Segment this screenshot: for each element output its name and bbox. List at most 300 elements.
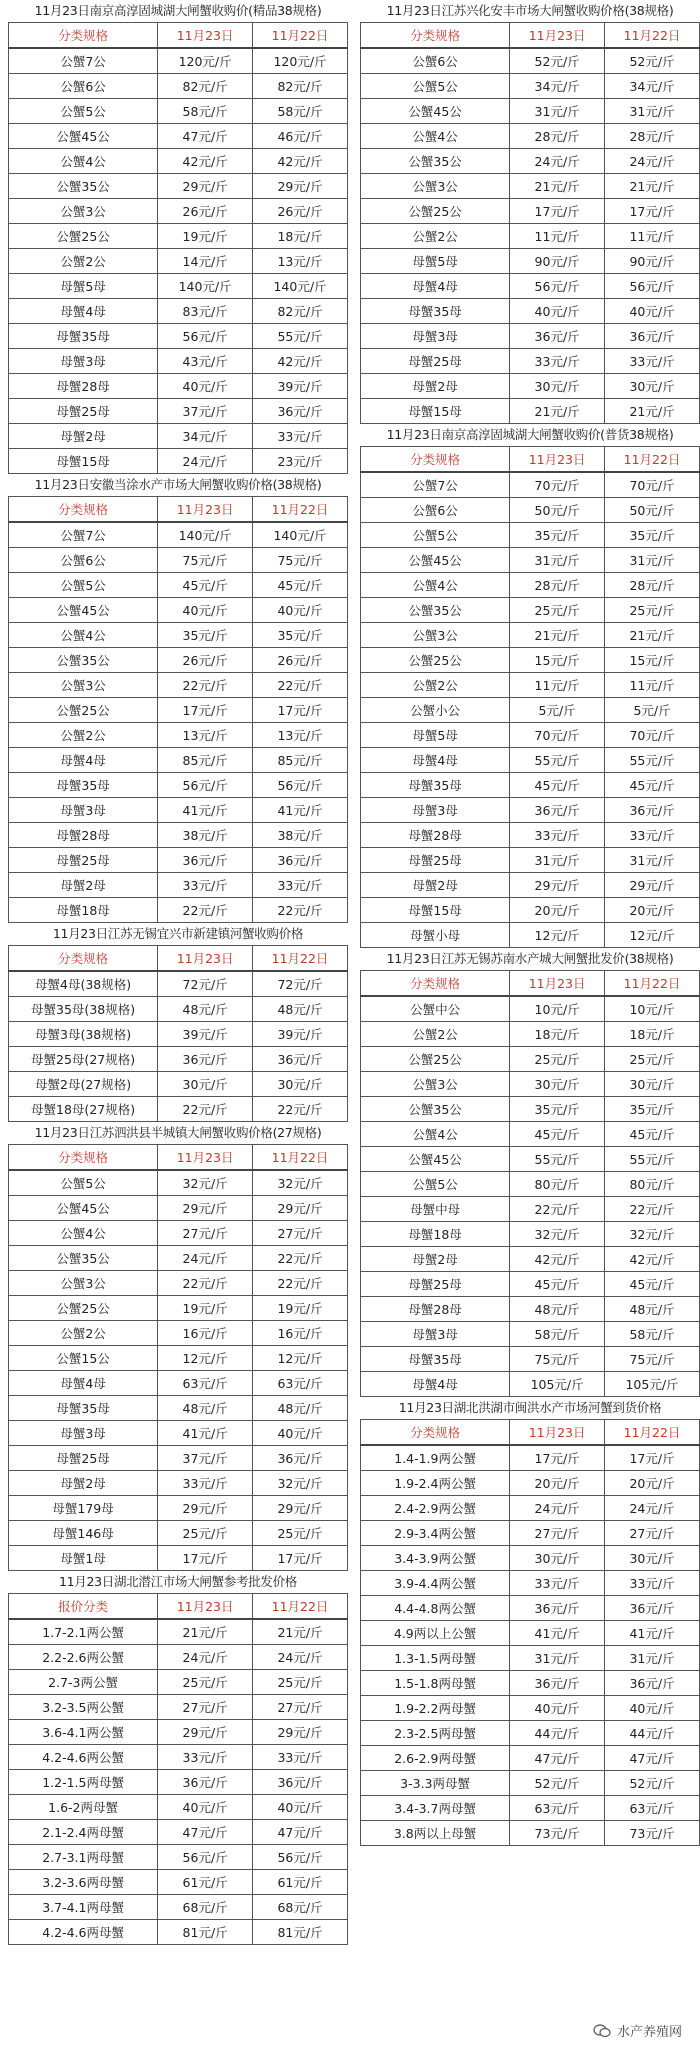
price-cell: 30元/斤: [605, 1546, 700, 1571]
table-row: [361, 698, 700, 723]
price-cell: 56元/斤: [510, 274, 605, 299]
price-table: [360, 446, 700, 948]
table-row: [361, 399, 700, 424]
table-title: 11月23日南京高淳固城湖大闸蟹收购价(普货38规格): [386, 427, 674, 442]
price-cell: 36元/斤: [510, 1596, 605, 1621]
price-cell: 42元/斤: [605, 1247, 700, 1272]
table-row: [9, 424, 348, 449]
table-row: [9, 1920, 348, 1945]
spec-cell: 母蟹5母: [361, 249, 510, 274]
column-header: 11月23日: [510, 971, 605, 997]
price-cell: 25元/斤: [158, 1521, 253, 1546]
column-header: 11月22日: [605, 447, 700, 473]
table-row: [361, 199, 700, 224]
price-cell: 80元/斤: [510, 1172, 605, 1197]
table-row: [361, 99, 700, 124]
table-row: [9, 1321, 348, 1346]
spec-cell: 3.9-4.4两公蟹: [361, 1571, 510, 1596]
price-cell: 14元/斤: [158, 249, 253, 274]
spec-cell: 公蟹3公: [361, 1072, 510, 1097]
wechat-icon: [593, 2024, 611, 2038]
table-row: [361, 823, 700, 848]
spec-cell: 母蟹28母: [361, 1297, 510, 1322]
spec-cell: 3.4-3.7两母蟹: [361, 1796, 510, 1821]
price-cell: 5元/斤: [605, 698, 700, 723]
table-row: [361, 773, 700, 798]
price-table: [8, 22, 348, 474]
price-cell: 140元/斤: [158, 522, 253, 548]
table-row: [9, 1720, 348, 1745]
price-cell: 29元/斤: [253, 1496, 348, 1521]
price-cell: 24元/斤: [510, 149, 605, 174]
spec-cell: 母蟹35母: [9, 773, 158, 798]
table-row: [361, 249, 700, 274]
spec-cell: 公蟹45公: [9, 1196, 158, 1221]
price-cell: 63元/斤: [158, 1371, 253, 1396]
price-cell: 31元/斤: [510, 848, 605, 873]
left-column: [8, 0, 348, 1945]
price-cell: 31元/斤: [510, 1646, 605, 1671]
price-cell: 22元/斤: [253, 898, 348, 923]
price-cell: 40元/斤: [510, 1696, 605, 1721]
price-cell: 33元/斤: [605, 1571, 700, 1596]
spec-cell: 2.9-3.4两公蟹: [361, 1521, 510, 1546]
price-cell: 24元/斤: [605, 149, 700, 174]
price-cell: 45元/斤: [605, 1122, 700, 1147]
column-header: 11月23日: [510, 447, 605, 473]
price-cell: 40元/斤: [253, 598, 348, 623]
spec-cell: 母蟹15母: [9, 449, 158, 474]
price-cell: 19元/斤: [253, 1296, 348, 1321]
spec-cell: 3.7-4.1两母蟹: [9, 1895, 158, 1920]
price-table: [360, 1419, 700, 1846]
price-cell: 33元/斤: [253, 424, 348, 449]
table-row: [361, 48, 700, 74]
price-cell: 11元/斤: [510, 224, 605, 249]
table-row: [361, 1771, 700, 1796]
table-row: [9, 997, 348, 1022]
column-header: 分类规格: [361, 1420, 510, 1446]
price-cell: 36元/斤: [605, 324, 700, 349]
price-cell: 81元/斤: [158, 1920, 253, 1945]
price-cell: 32元/斤: [253, 1471, 348, 1496]
price-cell: 27元/斤: [253, 1221, 348, 1246]
spec-cell: 母蟹4母: [9, 748, 158, 773]
spec-cell: 母蟹28母: [9, 823, 158, 848]
price-cell: 16元/斤: [253, 1321, 348, 1346]
price-cell: 25元/斤: [253, 1670, 348, 1695]
price-cell: 16元/斤: [158, 1321, 253, 1346]
price-cell: 55元/斤: [510, 748, 605, 773]
table-row: [9, 124, 348, 149]
price-cell: 48元/斤: [158, 997, 253, 1022]
price-cell: 32元/斤: [253, 1170, 348, 1196]
spec-cell: 公蟹35公: [9, 648, 158, 673]
price-cell: 18元/斤: [253, 224, 348, 249]
spec-cell: 公蟹4公: [9, 623, 158, 648]
price-cell: 22元/斤: [158, 898, 253, 923]
table-row: [9, 673, 348, 698]
price-cell: 73元/斤: [510, 1821, 605, 1846]
price-cell: 29元/斤: [158, 1496, 253, 1521]
price-cell: 31元/斤: [605, 848, 700, 873]
table-row: [361, 1222, 700, 1247]
spec-cell: 公蟹45公: [361, 548, 510, 573]
table-row: [361, 374, 700, 399]
price-cell: 35元/斤: [253, 623, 348, 648]
price-cell: 20元/斤: [510, 898, 605, 923]
price-cell: 30元/斤: [253, 1072, 348, 1097]
spec-cell: 母蟹4母: [361, 1372, 510, 1397]
spec-cell: 母蟹15母: [361, 898, 510, 923]
table-row: [9, 748, 348, 773]
spec-cell: 母蟹2母: [9, 424, 158, 449]
price-cell: 50元/斤: [510, 498, 605, 523]
price-cell: 40元/斤: [253, 1421, 348, 1446]
spec-cell: 公蟹25公: [361, 648, 510, 673]
table-row: [361, 1571, 700, 1596]
price-cell: 33元/斤: [158, 1745, 253, 1770]
spec-cell: 公蟹45公: [9, 598, 158, 623]
price-cell: 34元/斤: [510, 74, 605, 99]
table-row: [9, 449, 348, 474]
spec-cell: 母蟹35母: [361, 773, 510, 798]
price-cell: 70元/斤: [605, 723, 700, 748]
table-row: [361, 1471, 700, 1496]
price-cell: 22元/斤: [605, 1197, 700, 1222]
spec-cell: 公蟹4公: [361, 1122, 510, 1147]
price-table: [8, 945, 348, 1122]
price-cell: 31元/斤: [605, 1646, 700, 1671]
spec-cell: 母蟹25母: [9, 1446, 158, 1471]
table-row: [9, 1371, 348, 1396]
spec-cell: 母蟹2母(27规格): [9, 1072, 158, 1097]
watermark: [593, 2021, 682, 2040]
price-table-block: [360, 424, 700, 948]
price-cell: 29元/斤: [510, 873, 605, 898]
spec-cell: 公蟹6公: [361, 48, 510, 74]
table-row: [9, 648, 348, 673]
table-row: [9, 1196, 348, 1221]
price-cell: 47元/斤: [510, 1746, 605, 1771]
table-row: [9, 1670, 348, 1695]
table-row: [361, 74, 700, 99]
spec-cell: 3.2-3.5两公蟹: [9, 1695, 158, 1720]
table-row: [9, 1695, 348, 1720]
spec-cell: 公蟹2公: [9, 249, 158, 274]
price-cell: 105元/斤: [605, 1372, 700, 1397]
table-row: [9, 1546, 348, 1571]
price-cell: 63元/斤: [510, 1796, 605, 1821]
spec-cell: 公蟹7公: [361, 472, 510, 498]
table-row: [9, 1170, 348, 1196]
price-table: [360, 970, 700, 1397]
price-cell: 17元/斤: [253, 698, 348, 723]
price-cell: 13元/斤: [158, 723, 253, 748]
column-header: 11月22日: [253, 23, 348, 49]
price-cell: 24元/斤: [605, 1496, 700, 1521]
spec-cell: 公蟹2公: [9, 723, 158, 748]
price-cell: 41元/斤: [158, 798, 253, 823]
table-row: [9, 1246, 348, 1271]
price-cell: 25元/斤: [605, 1047, 700, 1072]
table-row: [361, 1197, 700, 1222]
column-header: 11月23日: [510, 1420, 605, 1446]
price-cell: 26元/斤: [253, 199, 348, 224]
header-row: [361, 23, 700, 49]
price-cell: 29元/斤: [158, 1196, 253, 1221]
price-cell: 22元/斤: [253, 1246, 348, 1271]
spec-cell: 1.6-2两母蟹: [9, 1795, 158, 1820]
price-table: [8, 1593, 348, 1945]
table-row: [9, 898, 348, 923]
table-row: [361, 798, 700, 823]
price-cell: 17元/斤: [158, 1546, 253, 1571]
price-cell: 36元/斤: [253, 848, 348, 873]
price-cell: 45元/斤: [510, 1272, 605, 1297]
price-cell: 55元/斤: [253, 324, 348, 349]
price-cell: 61元/斤: [253, 1870, 348, 1895]
spec-cell: 公蟹35公: [361, 1097, 510, 1122]
spec-cell: 母蟹35母: [361, 299, 510, 324]
table-row: [9, 598, 348, 623]
price-table-block: [360, 0, 700, 424]
price-cell: 35元/斤: [510, 1097, 605, 1122]
header-row: [9, 946, 348, 972]
spec-cell: 公蟹4公: [361, 573, 510, 598]
spec-cell: 3.2-3.6两母蟹: [9, 1870, 158, 1895]
price-table: [8, 496, 348, 923]
spec-cell: 公蟹5公: [361, 523, 510, 548]
price-cell: 10元/斤: [510, 996, 605, 1022]
price-cell: 22元/斤: [253, 1271, 348, 1296]
table-row: [361, 224, 700, 249]
table-row: [361, 673, 700, 698]
table-row: [361, 149, 700, 174]
price-cell: 24元/斤: [158, 1645, 253, 1670]
spec-cell: 公蟹5公: [361, 74, 510, 99]
table-row: [9, 698, 348, 723]
table-row: [9, 324, 348, 349]
price-cell: 82元/斤: [158, 74, 253, 99]
spec-cell: 2.3-2.5两母蟹: [361, 1721, 510, 1746]
price-cell: 29元/斤: [253, 174, 348, 199]
spec-cell: 母蟹25母: [361, 1272, 510, 1297]
price-cell: 21元/斤: [253, 1619, 348, 1645]
spec-cell: 母蟹3母: [9, 1421, 158, 1446]
spec-cell: 公蟹小公: [361, 698, 510, 723]
price-cell: 55元/斤: [605, 1147, 700, 1172]
price-cell: 75元/斤: [253, 548, 348, 573]
price-cell: 45元/斤: [253, 573, 348, 598]
price-cell: 82元/斤: [253, 299, 348, 324]
table-title: 11月23日南京高淳固城湖大闸蟹收购价(精品38规格): [34, 3, 322, 18]
table-row: [361, 573, 700, 598]
price-cell: 48元/斤: [605, 1297, 700, 1322]
table-row: [9, 1895, 348, 1920]
spec-cell: 公蟹45公: [9, 124, 158, 149]
spec-cell: 4.2-4.6两母蟹: [9, 1920, 158, 1945]
price-cell: 18元/斤: [605, 1022, 700, 1047]
price-cell: 32元/斤: [510, 1222, 605, 1247]
price-cell: 20元/斤: [605, 898, 700, 923]
table-title: 11月23日江苏泗洪县半城镇大闸蟹收购价格(27规格): [34, 1125, 322, 1140]
column-header: 分类规格: [9, 1145, 158, 1171]
price-cell: 13元/斤: [253, 249, 348, 274]
column-header: 11月23日: [158, 1594, 253, 1620]
price-cell: 11元/斤: [510, 673, 605, 698]
table-row: [9, 1097, 348, 1122]
price-cell: 15元/斤: [510, 648, 605, 673]
price-cell: 25元/斤: [510, 598, 605, 623]
spec-cell: 母蟹中母: [361, 1197, 510, 1222]
table-row: [9, 848, 348, 873]
table-row: [361, 1372, 700, 1397]
table-title: 11月23日湖北洪湖市闽洪水产市场河蟹到货价格: [398, 1400, 662, 1415]
price-cell: 56元/斤: [253, 1845, 348, 1870]
price-cell: 45元/斤: [605, 1272, 700, 1297]
price-cell: 36元/斤: [510, 324, 605, 349]
price-cell: 56元/斤: [158, 324, 253, 349]
price-cell: 36元/斤: [158, 1770, 253, 1795]
column-header: 分类规格: [9, 497, 158, 523]
price-table: [360, 22, 700, 424]
price-cell: 30元/斤: [510, 1546, 605, 1571]
spec-cell: 公蟹6公: [361, 498, 510, 523]
price-cell: 30元/斤: [158, 1072, 253, 1097]
price-cell: 36元/斤: [253, 1770, 348, 1795]
table-row: [9, 1496, 348, 1521]
price-table-block: [8, 1571, 348, 1945]
price-cell: 20元/斤: [510, 1471, 605, 1496]
spec-cell: 母蟹3母: [361, 798, 510, 823]
header-row: [361, 447, 700, 473]
column-header: 11月23日: [158, 946, 253, 972]
price-cell: 105元/斤: [510, 1372, 605, 1397]
price-cell: 26元/斤: [253, 648, 348, 673]
price-cell: 17元/斤: [605, 199, 700, 224]
table-row: [9, 723, 348, 748]
price-cell: 70元/斤: [510, 472, 605, 498]
header-row: [9, 1145, 348, 1171]
price-cell: 10元/斤: [605, 996, 700, 1022]
price-cell: 82元/斤: [253, 74, 348, 99]
price-cell: 27元/斤: [605, 1521, 700, 1546]
price-cell: 47元/斤: [605, 1746, 700, 1771]
price-cell: 30元/斤: [605, 1072, 700, 1097]
spec-cell: 母蟹28母: [9, 374, 158, 399]
price-cell: 44元/斤: [605, 1721, 700, 1746]
price-cell: 12元/斤: [253, 1346, 348, 1371]
price-cell: 36元/斤: [253, 1047, 348, 1072]
price-cell: 68元/斤: [158, 1895, 253, 1920]
spec-cell: 2.7-3两公蟹: [9, 1670, 158, 1695]
spec-cell: 公蟹35公: [361, 149, 510, 174]
price-table-block: [8, 923, 348, 1122]
price-cell: 56元/斤: [253, 773, 348, 798]
table-row: [9, 1296, 348, 1321]
price-cell: 35元/斤: [158, 623, 253, 648]
price-cell: 43元/斤: [158, 349, 253, 374]
price-cell: 40元/斤: [158, 598, 253, 623]
spec-cell: 母蟹3母: [361, 1322, 510, 1347]
table-row: [9, 1645, 348, 1670]
column-header: 分类规格: [361, 23, 510, 49]
column-header: 分类规格: [361, 447, 510, 473]
table-row: [9, 1346, 348, 1371]
price-cell: 27元/斤: [510, 1521, 605, 1546]
price-cell: 29元/斤: [158, 1720, 253, 1745]
price-cell: 21元/斤: [605, 174, 700, 199]
price-cell: 31元/斤: [605, 99, 700, 124]
spec-cell: 母蟹4母: [9, 299, 158, 324]
table-row: [9, 399, 348, 424]
price-cell: 47元/斤: [158, 124, 253, 149]
price-cell: 58元/斤: [510, 1322, 605, 1347]
table-row: [9, 1795, 348, 1820]
table-row: [361, 1272, 700, 1297]
price-table-block: [360, 948, 700, 1397]
spec-cell: 母蟹15母: [361, 399, 510, 424]
right-column: [360, 0, 700, 1846]
price-cell: 46元/斤: [253, 124, 348, 149]
spec-cell: 公蟹35公: [9, 174, 158, 199]
price-cell: 80元/斤: [605, 1172, 700, 1197]
spec-cell: 母蟹4母: [361, 748, 510, 773]
table-row: [9, 99, 348, 124]
price-cell: 28元/斤: [605, 124, 700, 149]
spec-cell: 母蟹2母: [9, 1471, 158, 1496]
table-row: [361, 996, 700, 1022]
table-row: [361, 1297, 700, 1322]
spec-cell: 母蟹2母: [361, 374, 510, 399]
spec-cell: 公蟹25公: [361, 199, 510, 224]
spec-cell: 公蟹2公: [9, 1321, 158, 1346]
table-row: [9, 1047, 348, 1072]
table-row: [361, 1721, 700, 1746]
price-cell: 25元/斤: [510, 1047, 605, 1072]
column-header: 11月22日: [605, 971, 700, 997]
table-row: [9, 573, 348, 598]
price-cell: 33元/斤: [510, 1571, 605, 1596]
price-cell: 27元/斤: [158, 1221, 253, 1246]
price-cell: 120元/斤: [253, 48, 348, 74]
header-row: [361, 971, 700, 997]
spec-cell: 母蟹3母: [9, 349, 158, 374]
price-cell: 35元/斤: [510, 523, 605, 548]
price-cell: 33元/斤: [158, 1471, 253, 1496]
price-cell: 140元/斤: [158, 274, 253, 299]
price-cell: 56元/斤: [158, 1845, 253, 1870]
table-row: [361, 873, 700, 898]
price-cell: 33元/斤: [510, 349, 605, 374]
price-cell: 47元/斤: [158, 1820, 253, 1845]
spec-cell: 母蟹18母: [361, 1222, 510, 1247]
header-row: [9, 497, 348, 523]
table-row: [9, 1446, 348, 1471]
price-cell: 70元/斤: [605, 472, 700, 498]
price-cell: 22元/斤: [158, 673, 253, 698]
spec-cell: 母蟹25母: [361, 349, 510, 374]
price-cell: 90元/斤: [605, 249, 700, 274]
table-row: [361, 648, 700, 673]
price-cell: 52元/斤: [605, 48, 700, 74]
table-title: 11月23日江苏无锡宜兴市新建镇河蟹收购价格: [52, 926, 304, 941]
price-cell: 40元/斤: [253, 1795, 348, 1820]
price-cell: 73元/斤: [605, 1821, 700, 1846]
price-cell: 47元/斤: [253, 1820, 348, 1845]
table-row: [9, 374, 348, 399]
